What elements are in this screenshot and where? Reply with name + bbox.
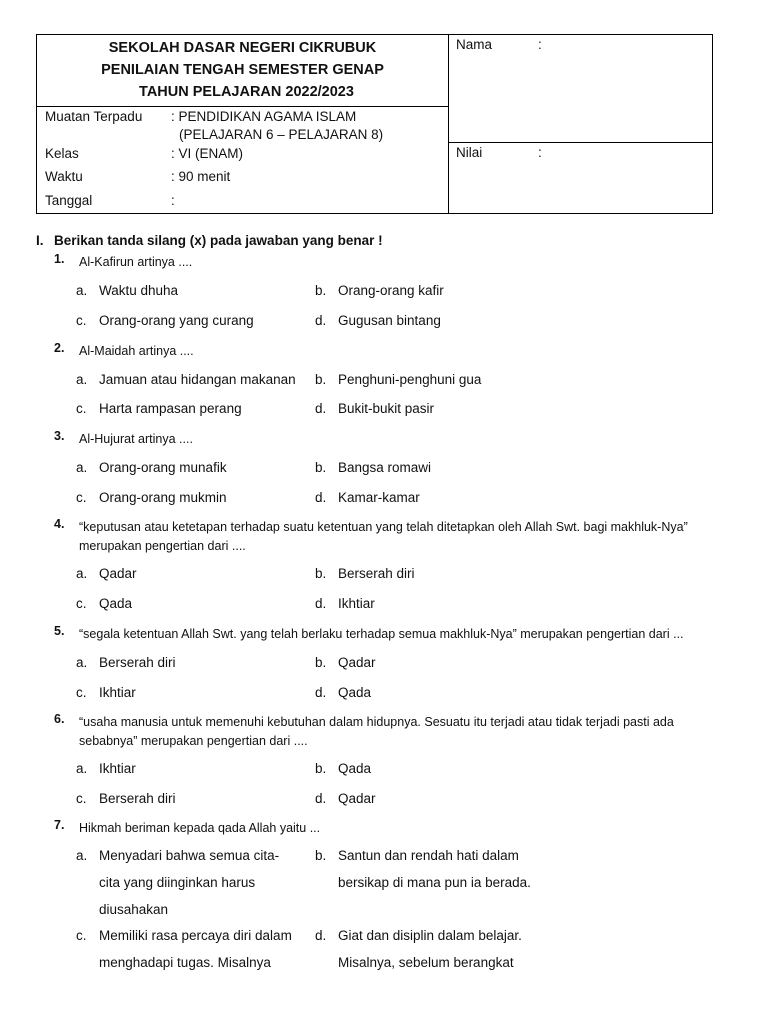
option-text-line-1: Menyadari bahwa semua cita-: [99, 848, 280, 863]
option-letter: d.: [315, 791, 327, 806]
question-number: 4.: [54, 517, 65, 531]
question-number: 2.: [54, 341, 65, 355]
option-letter: a.: [76, 372, 88, 387]
header-table: [36, 34, 713, 214]
option-letter: b.: [315, 372, 327, 387]
info-label: Muatan Terpadu: [45, 109, 143, 124]
option-text: Ikhtiar: [338, 596, 375, 611]
question-text-line-1: “keputusan atau ketetapan terhadap suatu ketentuan yang telah ditetapkan oleh Allah Swt. bagi makhluk-Nya”: [79, 520, 688, 534]
option-letter: c.: [76, 401, 87, 416]
academic-year: TAHUN PELAJARAN 2022/2023: [139, 84, 354, 100]
option-letter: a.: [76, 460, 88, 475]
question-number: 7.: [54, 818, 65, 832]
option-text-line-1: Memiliki rasa percaya diri dalam: [99, 928, 292, 943]
option-letter: d.: [315, 313, 327, 328]
option-text: Qada: [99, 596, 133, 611]
option-text: Orang-orang yang curang: [99, 313, 254, 328]
option-text: Berserah diri: [99, 791, 176, 806]
option-text-line-1: Giat dan disiplin dalam belajar.: [338, 928, 522, 943]
option-letter: b.: [315, 566, 327, 581]
info-value: :: [171, 193, 175, 208]
option-text: Berserah diri: [338, 566, 415, 581]
question-text: Al-Maidah artinya ....: [79, 344, 194, 358]
option-letter: b.: [315, 761, 327, 776]
section-instruction: Berikan tanda silang (x) pada jawaban yang benar !: [54, 233, 383, 248]
nilai-colon: :: [538, 145, 542, 160]
option-text: Qada: [338, 761, 372, 776]
nama-field[interactable]: [448, 35, 712, 143]
option-letter: c.: [76, 490, 87, 505]
option-text: Jamuan atau hidangan makanan: [99, 372, 296, 387]
info-label: Waktu: [45, 169, 83, 184]
option-letter: d.: [315, 685, 327, 700]
option-letter: a.: [76, 761, 88, 776]
section-number: I.: [36, 233, 44, 248]
option-text: Qadar: [338, 655, 376, 670]
option-letter: a.: [76, 566, 88, 581]
question-number: 6.: [54, 712, 65, 726]
nilai-field[interactable]: [448, 143, 712, 213]
option-text: Berserah diri: [99, 655, 176, 670]
option-text: Bangsa romawi: [338, 460, 432, 475]
option-text: Gugusan bintang: [338, 313, 441, 328]
info-label: Tanggal: [45, 193, 93, 208]
option-letter: b.: [315, 283, 327, 298]
option-text: Kamar-kamar: [338, 490, 420, 505]
option-letter: c.: [76, 313, 87, 328]
option-text-line-2: Misalnya, sebelum berangkat: [338, 955, 514, 970]
option-letter: c.: [76, 596, 87, 611]
info-value: : VI (ENAM): [171, 146, 244, 161]
question-text: Al-Kafirun artinya ....: [79, 255, 193, 269]
question-text: Hikmah beriman kepada qada Allah yaitu ...: [79, 821, 321, 835]
question-number: 5.: [54, 624, 65, 638]
option-text: Harta rampasan perang: [99, 401, 242, 416]
option-text: Qadar: [99, 566, 137, 581]
info-value: : 90 menit: [171, 169, 231, 184]
option-letter: d.: [315, 490, 327, 505]
option-letter: b.: [315, 655, 327, 670]
question-text-line-1: “usaha manusia untuk memenuhi kebutuhan dalam hidupnya. Sesuatu itu terjadi atau tidak terjadi pasti ada: [79, 715, 674, 729]
option-text: Bukit-bukit pasir: [338, 401, 435, 416]
question-number: 3.: [54, 429, 65, 443]
nilai-label: Nilai: [456, 145, 483, 160]
option-letter: a.: [76, 848, 88, 863]
question-text: Al-Hujurat artinya ....: [79, 432, 193, 446]
question-number: 1.: [54, 252, 65, 266]
option-letter: b.: [315, 460, 327, 475]
option-text: Orang-orang kafir: [338, 283, 444, 298]
option-text: Qadar: [338, 791, 376, 806]
option-text: Orang-orang mukmin: [99, 490, 227, 505]
question-text-line-2: merupakan pengertian dari ....: [79, 539, 246, 553]
option-letter: d.: [315, 401, 327, 416]
option-letter: b.: [315, 848, 327, 863]
option-text: Ikhtiar: [99, 761, 136, 776]
option-letter: c.: [76, 928, 87, 943]
exam-name: PENILAIAN TENGAH SEMESTER GENAP: [101, 62, 384, 78]
option-text-line-2: bersikap di mana pun ia berada.: [338, 875, 531, 890]
school-name: SEKOLAH DASAR NEGERI CIKRUBUK: [108, 40, 377, 56]
option-letter: d.: [315, 928, 327, 943]
option-letter: c.: [76, 791, 87, 806]
question-text: “segala ketentuan Allah Swt. yang telah berlaku terhadap semua makhluk-Nya” merupakan pengertian dari ...: [79, 627, 684, 641]
option-text: Orang-orang munafik: [99, 460, 227, 475]
option-text-line-1: Santun dan rendah hati dalam: [338, 848, 519, 863]
option-text: Waktu dhuha: [99, 283, 179, 298]
info-value: (PELAJARAN 6 – PELAJARAN 8): [179, 127, 384, 142]
option-letter: a.: [76, 655, 88, 670]
option-text: Penghuni-penghuni gua: [338, 372, 482, 387]
header-title-block: [37, 35, 448, 107]
nama-label: Nama: [456, 37, 493, 52]
option-letter: d.: [315, 596, 327, 611]
option-text-line-2: cita yang diinginkan harus: [99, 875, 256, 890]
question-text-line-2: sebabnya” merupakan pengertian dari ....: [79, 734, 308, 748]
header-left-panel: [37, 35, 449, 213]
option-letter: a.: [76, 283, 88, 298]
info-label: Kelas: [45, 146, 79, 161]
option-text: Ikhtiar: [99, 685, 136, 700]
option-text-line-2: menghadapi tugas. Misalnya: [99, 955, 271, 970]
info-value: : PENDIDIKAN AGAMA ISLAM: [171, 109, 357, 124]
nama-colon: :: [538, 37, 542, 52]
option-letter: c.: [76, 685, 87, 700]
option-text: Qada: [338, 685, 372, 700]
option-text-line-3: diusahakan: [99, 902, 169, 917]
